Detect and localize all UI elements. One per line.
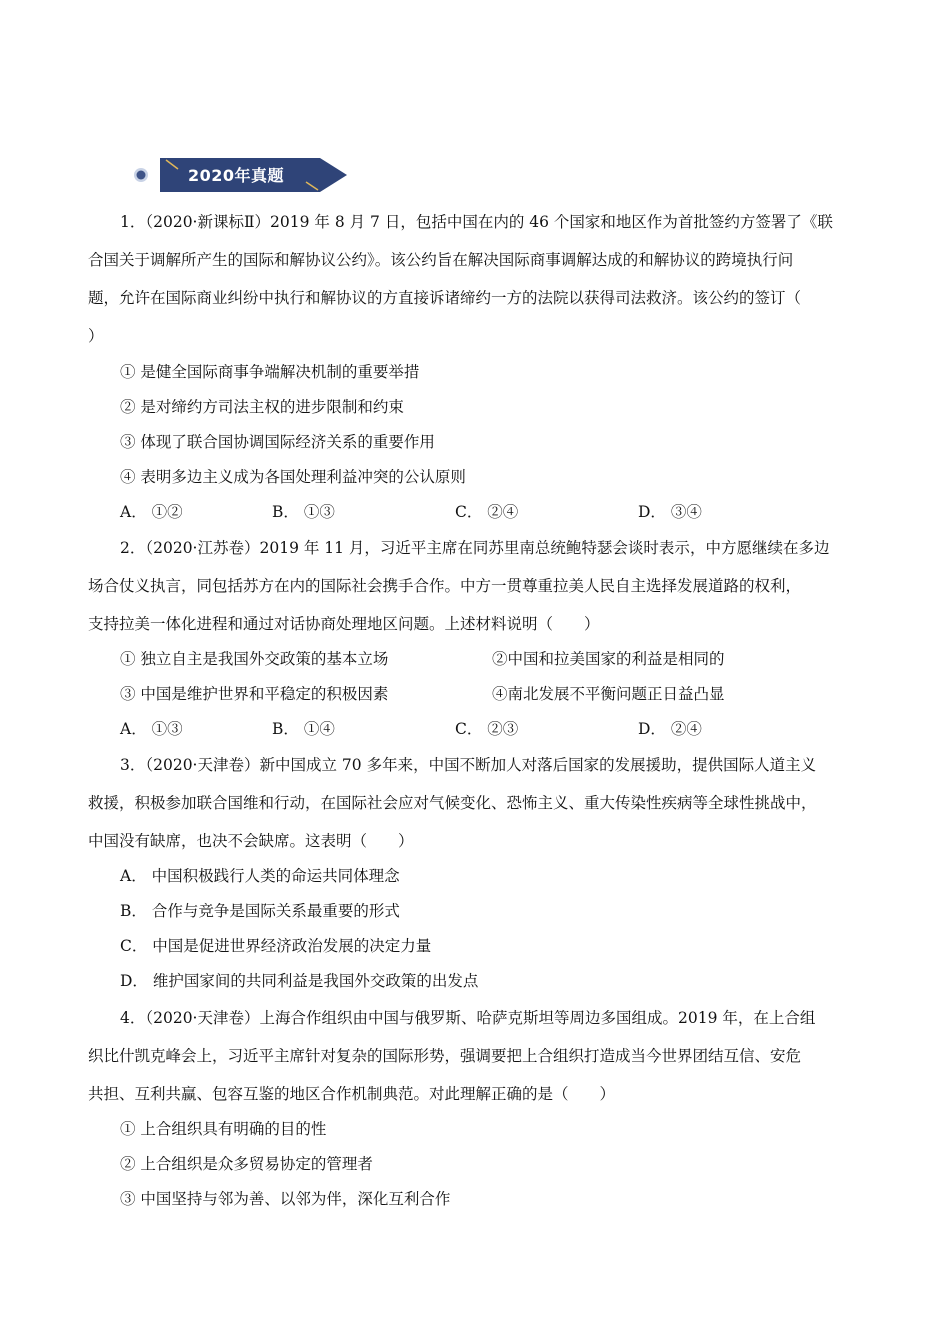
q2-choice-b[interactable]: B． ①④ <box>272 720 335 738</box>
q2-statement: ① 独立自主是我国外交政策的基本立场 <box>120 650 389 668</box>
q1-choices <box>120 502 760 522</box>
q1-statement: ③ 体现了联合国协调国际经济关系的重要作用 <box>120 433 435 451</box>
q4-stem-line: 织比什凯克峰会上，习近平主席针对复杂的国际形势，强调要把上合组织打造成当今世界团结互信、安危 <box>88 1047 802 1065</box>
q2-choices <box>120 719 760 739</box>
q1-statement: ① 是健全国际商事争端解决机制的重要举措 <box>120 363 420 381</box>
q1-stem-line: ） <box>88 327 104 345</box>
q3-stem-line: 救援，积极参加联合国维和行动，在国际社会应对气候变化、恐怖主义、重大传染性疾病等全球性挑战中， <box>88 794 817 812</box>
q3-option-b[interactable]: B． 合作与竞争是国际关系最重要的形式 <box>120 902 400 920</box>
q1-statement: ④ 表明多边主义成为各国处理利益冲突的公认原则 <box>120 468 466 486</box>
q1-choice-a[interactable]: A． ①② <box>120 503 183 521</box>
q2-stem-line: 场合仗义执言，同包括苏方在内的国际社会携手合作。中方一贯尊重拉美人民自主选择发展道路的权利， <box>88 577 802 595</box>
q3-stem-line: 中国没有缺席，也决不会缺席。这表明（ ） <box>88 832 414 850</box>
q4-statement: ② 上合组织是众多贸易协定的管理者 <box>120 1155 373 1173</box>
q2-stem-line: 2．（2020·江苏卷）2019 年 11 月，习近平主席在同苏里南总统鲍特瑟会谈时表示，中方愿继续在多边 <box>120 539 830 557</box>
section-banner <box>130 156 360 194</box>
q3-option-d[interactable]: D． 维护国家间的共同利益是我国外交政策的出发点 <box>120 972 479 990</box>
q3-option-c[interactable]: C． 中国是促进世界经济政治发展的决定力量 <box>120 937 432 955</box>
q2-stem-line: 支持拉美一体化进程和通过对话协商处理地区问题。上述材料说明（ ） <box>88 615 600 633</box>
q2-statement: ④南北发展不平衡问题正日益凸显 <box>492 685 725 703</box>
q2-statement: ③ 中国是维护世界和平稳定的积极因素 <box>120 685 389 703</box>
q1-stem-line: 题，允许在国际商业纠纷中执行和解协议的方直接诉诸缔约一方的法院以获得司法救济。该公约的签订（ <box>88 289 802 307</box>
q2-choice-a[interactable]: A． ①③ <box>120 720 183 738</box>
q1-stem-line: 1．（2020·新课标Ⅱ）2019 年 8 月 7 日，包括中国在内的 46 个国家和地区作为首批签约方签署了《联 <box>120 213 833 231</box>
q1-choice-b[interactable]: B． ①③ <box>272 503 335 521</box>
q4-stem-line: 共担、互利共赢、包容互鉴的地区合作机制典范。对此理解正确的是（ ） <box>88 1085 616 1103</box>
q4-statement: ③ 中国坚持与邻为善、以邻为伴，深化互利合作 <box>120 1190 451 1208</box>
q1-stem-line: 合国关于调解所产生的国际和解协议公约》。该公约旨在解决国际商事调解达成的和解协议的跨境执行问 <box>88 251 794 269</box>
q3-option-a[interactable]: A． 中国积极践行人类的命运共同体理念 <box>120 867 400 885</box>
q2-statement: ②中国和拉美国家的利益是相同的 <box>492 650 725 668</box>
q4-statement: ① 上合组织具有明确的目的性 <box>120 1120 327 1138</box>
q4-stem-line: 4．（2020·天津卷）上海合作组织由中国与俄罗斯、哈萨克斯坦等周边多国组成。2019 年，在上合组 <box>120 1009 816 1027</box>
q1-choice-d[interactable]: D． ③④ <box>638 503 702 521</box>
q1-choice-c[interactable]: C． ②④ <box>455 503 519 521</box>
q2-choice-d[interactable]: D． ②④ <box>638 720 702 738</box>
q1-statement: ② 是对缔约方司法主权的进步限制和约束 <box>120 398 404 416</box>
section-title: 2020年真题 <box>188 166 285 185</box>
q2-choice-c[interactable]: C． ②③ <box>455 720 519 738</box>
q3-stem-line: 3．（2020·天津卷）新中国成立 70 多年来，中国不断加人对落后国家的发展援助，提供国际人道主义 <box>120 756 817 774</box>
